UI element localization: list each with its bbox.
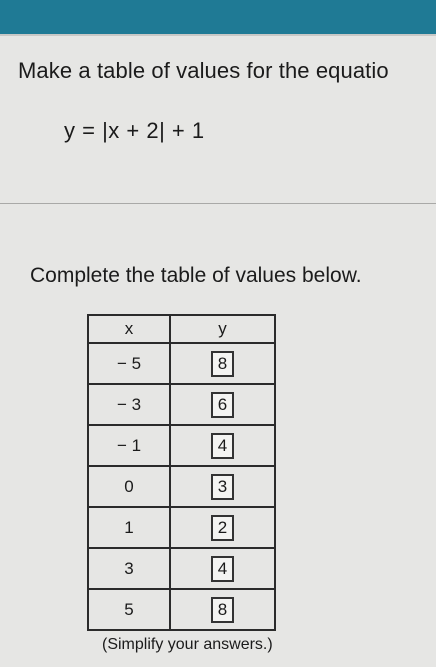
x-value: 5 — [88, 589, 170, 630]
header-bar — [0, 0, 436, 34]
table-row — [88, 589, 275, 630]
table-header-row — [88, 315, 275, 343]
y-cell — [170, 507, 275, 548]
y-answer-input[interactable]: 4 — [211, 556, 234, 582]
y-cell — [170, 466, 275, 507]
y-answer-input[interactable]: 8 — [211, 351, 234, 377]
problem-prompt: Make a table of values for the equatio — [18, 58, 389, 83]
simplify-hint: (Simplify your answers.) — [102, 636, 273, 653]
table-row — [88, 548, 275, 589]
y-cell — [170, 343, 275, 384]
y-answer-input[interactable]: 8 — [211, 597, 234, 623]
table-row — [88, 507, 275, 548]
section-divider — [0, 203, 436, 204]
header-x: x — [88, 315, 170, 343]
table-row — [88, 343, 275, 384]
y-cell — [170, 384, 275, 425]
table-row — [88, 425, 275, 466]
x-value: − 5 — [88, 343, 170, 384]
header-divider — [0, 34, 436, 36]
y-answer-input[interactable]: 6 — [211, 392, 234, 418]
table-row — [88, 466, 275, 507]
x-value: 3 — [88, 548, 170, 589]
x-value: − 3 — [88, 384, 170, 425]
x-value: 1 — [88, 507, 170, 548]
y-cell — [170, 548, 275, 589]
y-answer-input[interactable]: 2 — [211, 515, 234, 541]
equation: y = |x + 2| + 1 — [64, 118, 205, 143]
instruction-text: Complete the table of values below. — [30, 264, 362, 287]
x-value: 0 — [88, 466, 170, 507]
y-answer-input[interactable]: 3 — [211, 474, 234, 500]
y-cell — [170, 425, 275, 466]
x-value: − 1 — [88, 425, 170, 466]
y-cell — [170, 589, 275, 630]
table-row — [88, 384, 275, 425]
header-y: y — [170, 315, 275, 343]
y-answer-input[interactable]: 4 — [211, 433, 234, 459]
values-table — [87, 314, 276, 631]
